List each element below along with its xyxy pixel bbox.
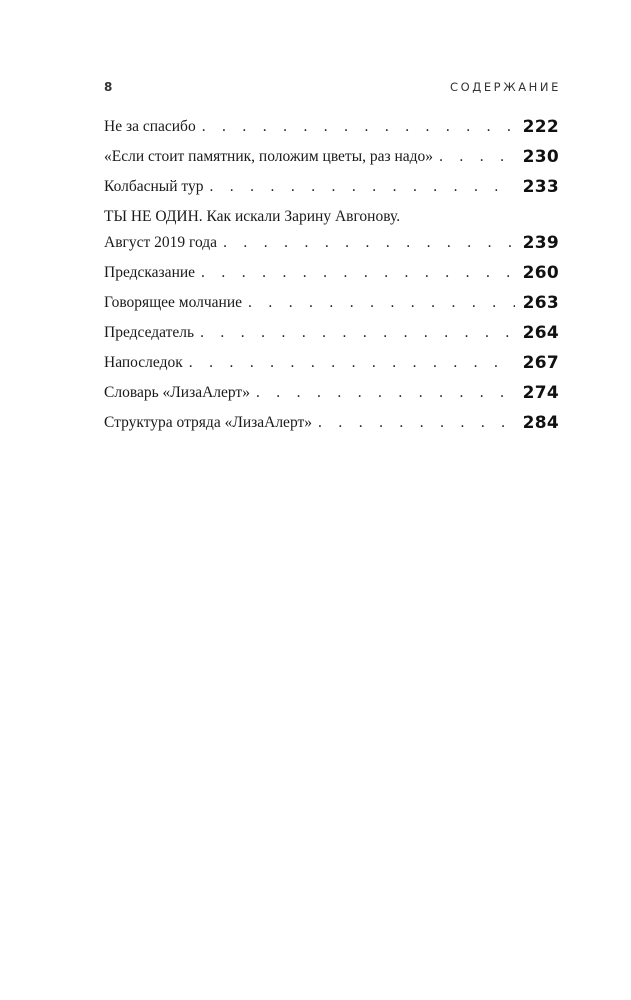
- toc-entry[interactable]: [104, 353, 559, 373]
- page-header: [104, 80, 561, 98]
- toc-entry-page: 284: [522, 413, 559, 433]
- toc-entry-page: 274: [522, 383, 559, 403]
- toc-entry-title: Не за спасибо: [104, 118, 196, 135]
- toc-entry-page: 264: [522, 323, 559, 343]
- toc-entry-title: Колбасный тур: [104, 178, 204, 195]
- table-of-contents: [104, 117, 559, 443]
- toc-dot-leader: [256, 383, 515, 403]
- toc-entry[interactable]: [104, 147, 559, 167]
- toc-dot-leader: [209, 177, 514, 197]
- toc-entry[interactable]: [104, 383, 559, 403]
- toc-entry[interactable]: [104, 117, 559, 137]
- toc-entry-title: Словарь «ЛизаАлерт»: [104, 384, 250, 401]
- toc-entry-title: Говорящее молчание: [104, 294, 242, 311]
- toc-entry-page: 263: [522, 293, 559, 313]
- toc-entry-page: 230: [522, 147, 559, 167]
- toc-entry-title: Август 2019 года: [104, 234, 218, 251]
- toc-dot-leader: [201, 263, 515, 283]
- toc-entry[interactable]: [104, 177, 559, 197]
- toc-entry[interactable]: [104, 207, 559, 253]
- toc-entry[interactable]: [104, 323, 559, 343]
- toc-entry-title: Предсказание: [104, 264, 196, 281]
- toc-entry[interactable]: [104, 413, 559, 433]
- toc-entry-page: 222: [522, 117, 559, 137]
- toc-entry[interactable]: [104, 293, 559, 313]
- toc-entry-title: Структура отряда «ЛизаАлерт»: [104, 414, 313, 431]
- toc-dot-leader: [200, 323, 515, 343]
- toc-entry-title: Председатель: [104, 324, 195, 341]
- page-number: 8: [104, 80, 114, 94]
- toc-entry-title: Напоследок: [104, 354, 183, 371]
- toc-dot-leader: [439, 147, 515, 167]
- toc-entry-page: 260: [522, 263, 559, 283]
- toc-entry-page: 233: [522, 177, 559, 197]
- toc-dot-leader: [189, 353, 515, 373]
- toc-entry-title: «Если стоит памятник, положим цветы, раз надо»: [104, 148, 434, 165]
- toc-dot-leader: [223, 233, 515, 253]
- running-head: СОДЕРЖАНИЕ: [449, 80, 561, 94]
- toc-entry-page: 239: [522, 233, 559, 253]
- toc-dot-leader: [248, 293, 515, 313]
- toc-entry-page: 267: [522, 353, 559, 373]
- toc-entry-title-line1: ТЫ НЕ ОДИН. Как искали Зарину Авгонову.: [104, 208, 401, 225]
- toc-entry[interactable]: [104, 263, 559, 283]
- toc-dot-leader: [202, 117, 515, 137]
- toc-dot-leader: [318, 413, 515, 433]
